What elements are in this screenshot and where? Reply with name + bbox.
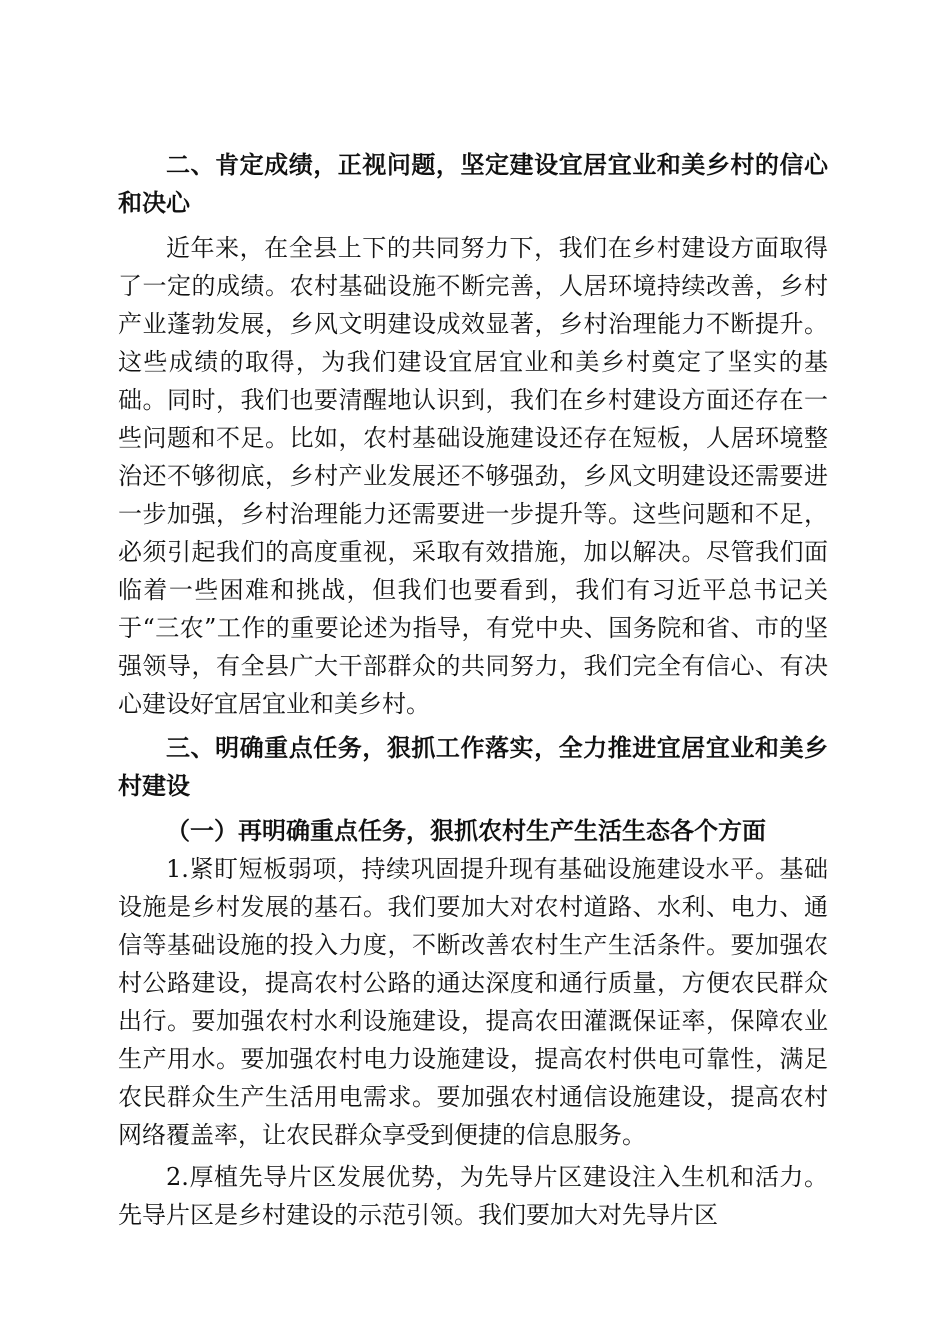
body-paragraph: 近年来，在全县上下的共同努力下，我们在乡村建设方面取得了一定的成绩。农村基础设施不断完善，人居环境持续改善，乡村产业蓬勃发展，乡风文明建设成效显著，乡村治理能力不断提升。这些成绩的取得，为我们建设宜居宜业和美乡村奠定了坚实的基础。同时，我们也要清醒地认识到，我们在乡村建设方面还存在一些问题和不足。比如，农村基础设施建设还存在短板，人居环境整治还不够彻底，乡村产业发展还不够强劲，乡风文明建设还需要进一步加强，乡村治理能力还需要进一步提升等。这些问题和不足，必须引起我们的高度重视，采取有效措施，加以解决。尽管我们面临着一些困难和挑战，但我们也要看到，我们有习近平总书记关于“三农”工作的重要论述为指导，有党中央、国务院和省、市的坚强领导，有全县广大干部群众的共同努力，我们完全有信心、有决心建设好宜居宜业和美乡村。 — [118, 234, 828, 718]
section-heading-2: 二、肯定成绩，正视问题，坚定建设宜居宜业和美乡村的信心和决心 — [118, 151, 828, 217]
subsection-heading-1: （一）再明确重点任务，狠抓农村生产生活生态各个方面 — [166, 816, 766, 845]
item-paragraph-2: 2.厚植先导片区发展优势，为先导片区建设注入生机和活力。先导片区是乡村建设的示范引领。我们要加大对先导片区 — [118, 1163, 828, 1229]
section-heading-3: 三、明确重点任务，狠抓工作落实，全力推进宜居宜业和美乡村建设 — [118, 734, 828, 800]
item-paragraph-1: 1.紧盯短板弱项，持续巩固提升现有基础设施建设水平。基础设施是乡村发展的基石。我们要加大对农村道路、水利、电力、通信等基础设施的投入力度，不断改善农村生产生活条件。要加强农村公路建设，提高农村公路的通达深度和通行质量，方便农民群众出行。要加强农村水利设施建设，提高农田灌溉保证率，保障农业生产用水。要加强农村电力设施建设，提高农村供电可靠性，满足农民群众生产生活用电需求。要加强农村通信设施建设，提高农村网络覆盖率，让农民群众享受到便捷的信息服务。 — [118, 855, 828, 1149]
document-page — [118, 146, 828, 1234]
